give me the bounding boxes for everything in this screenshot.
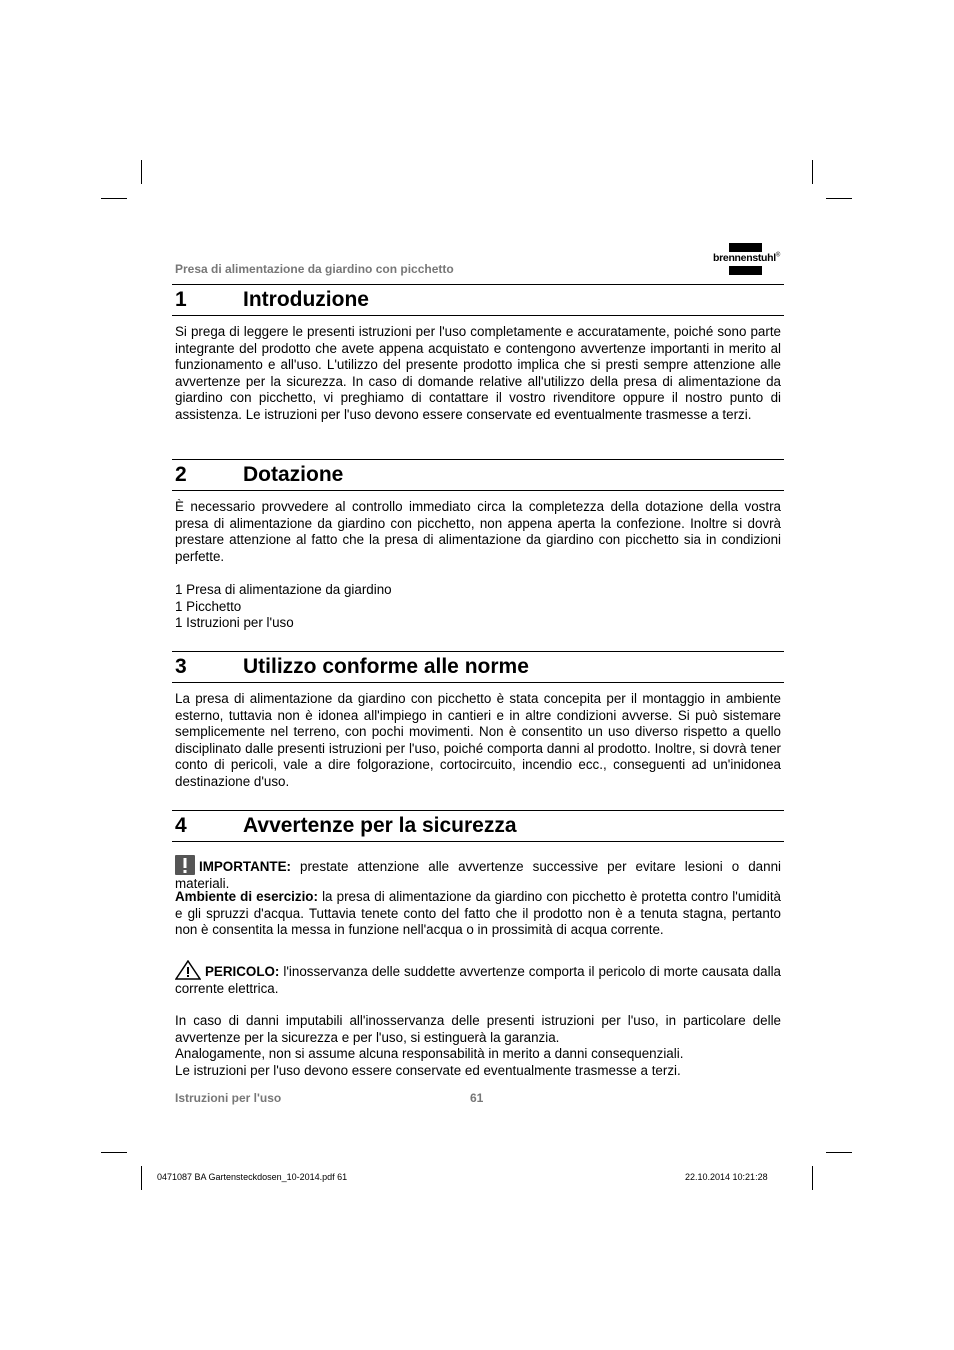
closing-line: Analogamente, non si assume alcuna responsabilità in merito a danni consequenziali.	[175, 1046, 684, 1061]
logo-bar	[729, 243, 762, 252]
section-heading: 1 Introduzione	[175, 288, 369, 311]
section-heading: 2 Dotazione	[175, 463, 344, 486]
list-item: 1 Istruzioni per l'uso	[175, 615, 294, 630]
running-head: Presa di alimentazione da giardino con picchetto	[175, 262, 454, 276]
print-slug-file: 0471087 BA Gartensteckdosen_10-2014.pdf 61	[157, 1172, 348, 1182]
logo-wordmark: brennenstuhl®	[713, 252, 781, 264]
section-paragraph: La presa di alimentazione da giardino con picchetto è stata concepita per il montaggio in ambiente esterno, tuttavia non è idonea all'impiego in cantieri e in altre condizioni avverse. Si può sistemare semplicemente nel terreno, con pochi movimenti. Non è consentito un uso diverso rispetto a quello disciplinato dalle presenti istruzioni per l'uso, poiché comporta danni al prodotto. Inoltre, si dovrà tener conto di pericoli, vale a dire folgorazione, cortocircuito, incendio ecc., conseguenti ad un'inidonea destinazione d'uso.	[175, 691, 781, 789]
closing-line: Le istruzioni per l'uso devono essere conservate ed eventualmente trasmesse a terzi.	[175, 1063, 681, 1078]
section-heading: 4 Avvertenze per la sicurezza	[175, 814, 517, 837]
warning-triangle-icon	[175, 960, 201, 980]
closing-paragraph: In caso di danni imputabili all'inosservanza delle presenti istruzioni per l'uso, in particolare delle avvertenze per la sicurezza e per l'uso, si estinguerà la garanzia.	[175, 1013, 781, 1045]
crop-mark	[141, 160, 142, 184]
section-paragraph: È necessario provvedere al controllo immediato circa la completezza della dotazione della vostra presa di alimentazione da giardino con picchetto, non appena aperta la confezione. Inoltre si dovrà prestare attenzione al fatto che la presa di alimentazione da giardino con picchetto sia in condizioni perfette.	[175, 499, 781, 564]
brand-logo	[713, 241, 785, 276]
section-rule	[172, 459, 784, 460]
section-paragraph: Si prega di leggere le presenti istruzioni per l'uso completamente e accuratamente, poiché sono parte integrante del prodotto che avete appena acquistato e contengono avvertenze importanti in merito al funzionamento e all'uso. L'utilizzo del presente prodotto implica che si presti sempre attenzione alle avvertenze per la sicurezza. In caso di domande relative all'utilizzo della presa di alimentazione da giardino con picchetto, vi preghiamo di contattare il vostro rivenditore oppure il nostro punto di assistenza. Le istruzioni per l'uso devono essere conservate ed eventualmente trasmesse a terzi.	[175, 324, 781, 422]
exclamation-icon	[175, 855, 195, 875]
page-number: 61	[470, 1091, 484, 1105]
list-item: 1 Presa di alimentazione da giardino	[175, 582, 392, 597]
environment-note: Ambiente di esercizio: la presa di alimentazione da giardino con picchetto è protetta contro l'umidità e gli spruzzi d'acqua. Tuttavia tenete conto del fatto che il prodotto non è a tenuta stagna, pertanto non è consentita la messa in funzione nell'acqua o in prossimità di acqua corrente.	[175, 889, 781, 938]
section-rule	[172, 810, 784, 811]
section-rule	[172, 651, 784, 652]
logo-bar	[729, 266, 762, 275]
print-slug-timestamp: 22.10.2014 10:21:28	[685, 1172, 768, 1182]
section-rule	[172, 490, 784, 491]
section-rule	[172, 841, 784, 842]
crop-mark	[812, 1166, 813, 1190]
crop-mark	[812, 160, 813, 184]
section-heading: 3 Utilizzo conforme alle norme	[175, 655, 529, 678]
crop-mark	[101, 1152, 127, 1153]
footer-label: Istruzioni per l'uso	[175, 1091, 282, 1105]
danger-note: PERICOLO: l'inosservanza delle suddette avvertenze comporta il pericolo di morte causata dalla corrente elettrica.	[175, 960, 781, 997]
section-rule	[172, 315, 784, 316]
important-note: IMPORTANTE: prestate attenzione alle avvertenze successive per evitare lesioni o danni materiali.	[175, 855, 781, 892]
section-rule	[172, 284, 784, 285]
crop-mark	[826, 198, 852, 199]
section-rule	[172, 682, 784, 683]
crop-mark	[141, 1166, 142, 1190]
list-item: 1 Picchetto	[175, 599, 242, 614]
crop-mark	[101, 198, 127, 199]
crop-mark	[826, 1152, 852, 1153]
